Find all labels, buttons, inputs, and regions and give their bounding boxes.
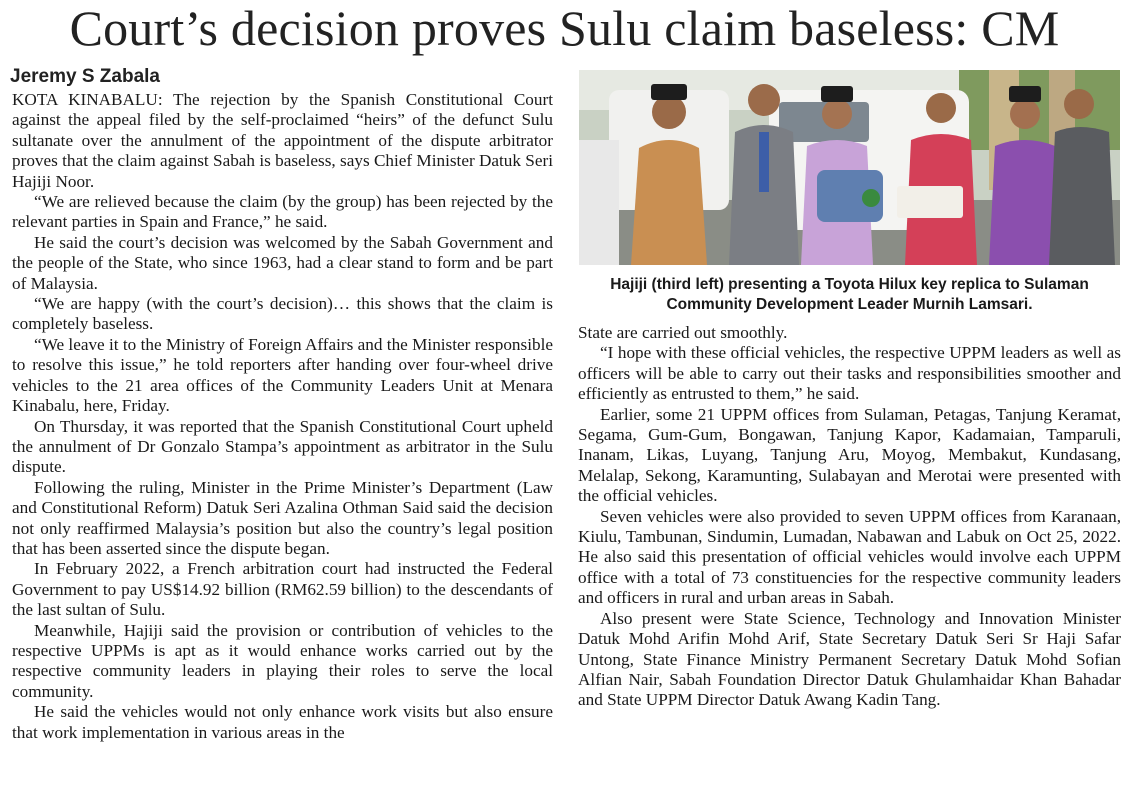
- body-paragraph: On Thursday, it was reported that the Spanish Constitutional Court upheld the annulment of Dr Gonzalo Stampa’s appointment as arbitrator in the Sulu dispute.: [12, 416, 553, 477]
- headline: Court’s decision proves Sulu claim baseless: CM: [69, 0, 1060, 56]
- body-paragraph: He said the vehicles would not only enhance work visits but also ensure that work implementation in various areas in the: [12, 702, 553, 742]
- article-body-left-column: [12, 90, 553, 743]
- body-paragraph: Following the ruling, Minister in the Prime Minister’s Department (Law and Constitutional Reform) Datuk Seri Azalina Othman Said said the decision not only reaffirmed Malaysia’s position but also the country’s legal position that has been asserted since the dispute began.: [12, 477, 553, 558]
- body-paragraph: “We are happy (with the court’s decision)… this shows that the claim is completely baseless.: [12, 294, 553, 334]
- body-paragraph: Meanwhile, Hajiji said the provision or contribution of vehicles to the respective UPPMs is apt as it would enhance works carried out by the respective community leaders in playing their roles to serve the local community.: [12, 620, 553, 701]
- body-paragraph: Seven vehicles were also provided to seven UPPM offices from Karanaan, Kiulu, Tambunan, Sindumin, Lumadan, Nabawan and Labuk on Oct 25, 2022. He also said this presentation of official vehicles would involve each UPPM office with a total of 73 constituencies for the respective community leaders and officers in rural and urban areas in Sabah.: [578, 506, 1121, 608]
- article-body-right-column: [578, 323, 1121, 711]
- body-paragraph: “We leave it to the Ministry of Foreign Affairs and the Minister responsible to resolve this issue,” he told reporters after handing over four-wheel drive vehicles to the 21 area offices of the Community Leaders Unit at Menara Kinabalu, here, Friday.: [12, 334, 553, 416]
- body-paragraph: Also present were State Science, Technology and Innovation Minister Datuk Mohd Arifin Mohd Arif, State Secretary Datuk Seri Sr Haji Safar Untong, State Finance Ministry Permanent Secretary Datuk Mohd Sofian Alfian Nair, Sabah Foundation Director Datuk Ghulamhaidar Khan Bahadar and State UPPM Director Datuk Awang Kadin Tang.: [578, 608, 1121, 710]
- news-photo: [579, 70, 1120, 265]
- body-paragraph: “I hope with these official vehicles, the respective UPPM leaders as well as officers will be able to carry out their tasks and responsibilities smoother and efficiently as entrusted to them,” he said.: [578, 343, 1121, 404]
- body-paragraph: He said the court’s decision was welcomed by the Sabah Government and the people of the State, who since 1963, had a clear stand to form and be part of Malaysia.: [12, 232, 553, 293]
- body-paragraph: KOTA KINABALU: The rejection by the Spanish Constitutional Court against the appeal filed by the self-proclaimed “heirs” of the defunct Sulu sultanate over the annulment of the appointment of the dispute arbitrator proves that the claim against Sabah is baseless, says Chief Minister Datuk Seri Hajiji Noor.: [12, 90, 553, 191]
- body-paragraph: State are carried out smoothly.: [578, 323, 788, 342]
- photo-caption: Hajiji (third left) presenting a Toyota Hilux key replica to Sulaman Community Development Leader Murnih Lamsari.: [610, 276, 1089, 313]
- byline: Jeremy S Zabala: [10, 66, 160, 87]
- body-paragraph: Earlier, some 21 UPPM offices from Sulaman, Petagas, Tanjung Keramat, Segama, Gum-Gum, Bongawan, Tanjung Kapor, Kadamaian, Tamparuli, Inanam, Likas, Luyang, Tanjung Aru, Moyog, Membakut, Kundasang, Melalap, Sekong, Karamunting, Sulabayan and Merotai were presented with the official vehicles.: [578, 404, 1121, 506]
- body-paragraph: In February 2022, a French arbitration court had instructed the Federal Government to pay US$14.92 billion (RM62.59 billion) to the descendants of the last sultan of Sulu.: [12, 559, 553, 620]
- body-paragraph: “We are relieved because the claim (by the group) has been rejected by the relevant parties in Spain and France,” he said.: [12, 192, 553, 232]
